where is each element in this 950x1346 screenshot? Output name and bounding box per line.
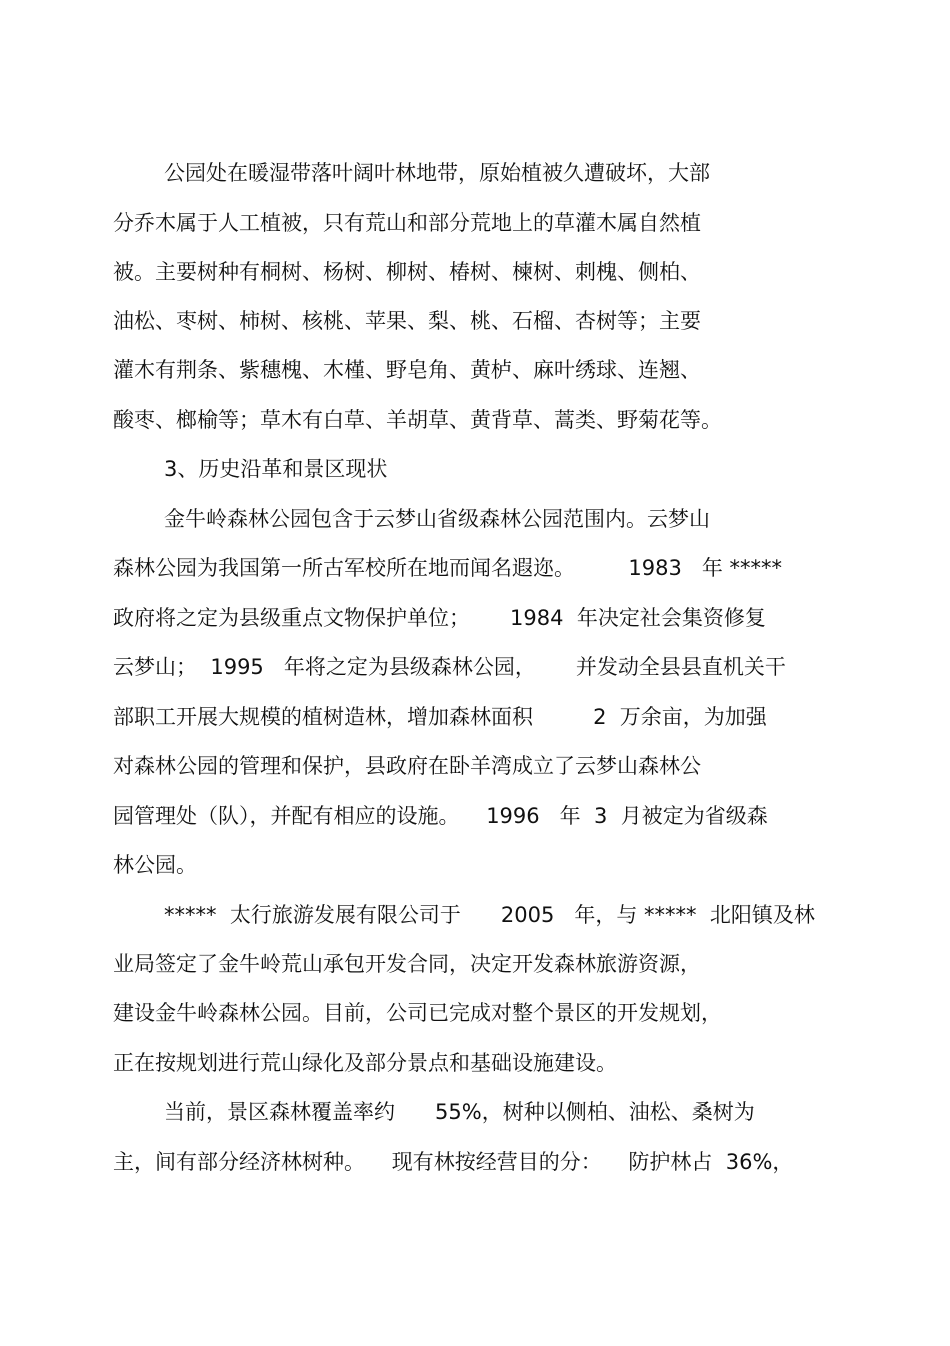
paragraph-line: 森林公园为我国第一所古军校所在地而闻名遐迩。 1983 年 ***** xyxy=(113,556,783,580)
paragraph-line: 油松、枣树、柿树、核桃、苹果、梨、桃、石榴、杏树等；主要 xyxy=(113,309,701,333)
paragraph-line: 云梦山； 1995 年将之定为县级森林公园， 并发动全县县直机关干 xyxy=(113,655,786,679)
paragraph-line: 园管理处（队），并配有相应的设施。 1996 年 3 月被定为省级森 xyxy=(113,804,768,828)
paragraph-line: 当前，景区森林覆盖率约 55%，树种以侧柏、油松、桑树为 xyxy=(164,1100,755,1124)
paragraph-line: 被。主要树种有桐树、杨树、柳树、椿树、楝树、刺槐、侧柏、 xyxy=(113,260,701,284)
paragraph-line: 酸枣、榔榆等；草木有白草、羊胡草、黄背草、蒿类、野菊花等。 xyxy=(113,408,722,432)
paragraph-line: 主，间有部分经济林树种。 现有林按经营目的分： 防护林占 36%， xyxy=(113,1150,794,1174)
paragraph-line: 林公园。 xyxy=(113,853,197,877)
paragraph-line: 部职工开展大规模的植树造林，增加森林面积 2 万余亩，为加强 xyxy=(113,705,767,729)
paragraph-line: 业局签定了金牛岭荒山承包开发合同，决定开发森林旅游资源， xyxy=(113,952,701,976)
paragraph-line: 政府将之定为县级重点文物保护单位； 1984 年决定社会集资修复 xyxy=(113,606,766,630)
paragraph-line: 公园处在暖湿带落叶阔叶林地带，原始植被久遭破坏，大部 xyxy=(164,161,710,185)
paragraph-line: 金牛岭森林公园包含于云梦山省级森林公园范围内。云梦山 xyxy=(164,507,710,531)
paragraph-line: 建设金牛岭森林公园。目前，公司已完成对整个景区的开发规划， xyxy=(113,1001,722,1025)
paragraph-line: 灌木有荆条、紫穗槐、木槿、野皂角、黄栌、麻叶绣球、连翘、 xyxy=(113,358,701,382)
paragraph-line: 正在按规划进行荒山绿化及部分景点和基础设施建设。 xyxy=(113,1051,617,1075)
paragraph-line: 分乔木属于人工植被，只有荒山和部分荒地上的草灌木属自然植 xyxy=(113,211,701,235)
paragraph-line: ***** 太行旅游发展有限公司于 2005 年，与 ***** 北阳镇及林 xyxy=(164,903,815,927)
section-heading: 3、历史沿革和景区现状 xyxy=(164,457,388,481)
paragraph-line: 对森林公园的管理和保护，县政府在卧羊湾成立了云梦山森林公 xyxy=(113,754,701,778)
